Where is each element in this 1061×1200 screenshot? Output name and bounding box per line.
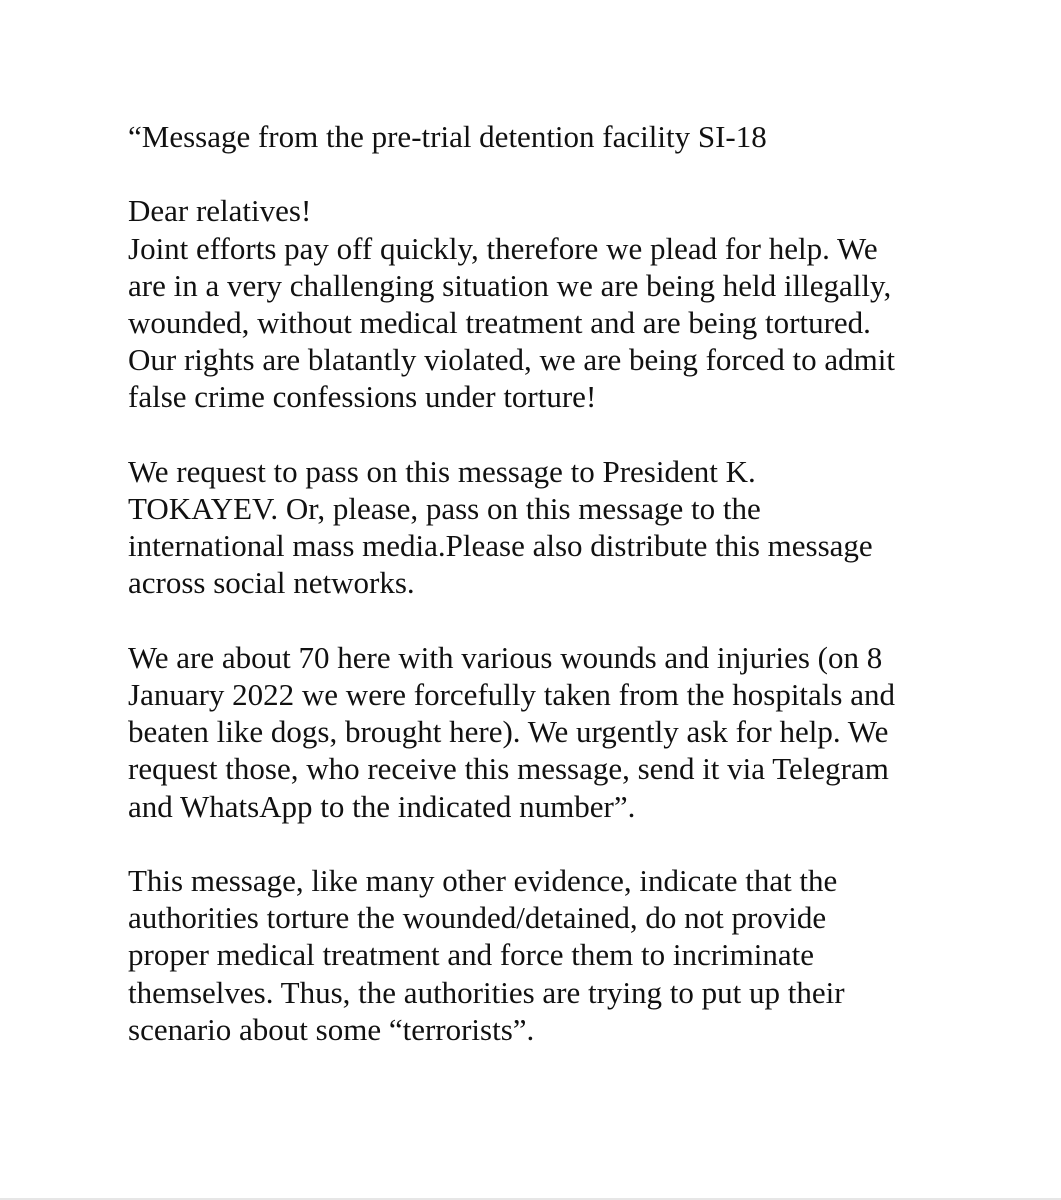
paragraph-line: are in a very challenging situation we are being held illegally, — [128, 267, 892, 303]
paragraph-line: and WhatsApp to the indicated number”. — [128, 788, 636, 824]
paragraph-4 — [128, 862, 988, 1048]
paragraph-line: across social networks. — [128, 565, 415, 601]
paragraph-gap — [128, 155, 988, 192]
paragraph-line: wounded, without medical treatment and are being tortured. — [128, 305, 871, 340]
paragraph-line: international mass media.Please also distribute this message — [128, 528, 873, 564]
paragraph-3 — [128, 639, 988, 825]
document-text — [128, 118, 988, 1048]
paragraph-line: scenario about some “terrorists”. — [128, 1011, 535, 1047]
paragraph-line: TOKAYEV. Or, please, pass on this message to the — [128, 491, 761, 526]
paragraph-line: Our rights are blatantly violated, we are being forced to admit — [128, 342, 895, 378]
paragraph-1 — [128, 192, 988, 415]
paragraph-line: themselves. Thus, the authorities are trying to put up their — [128, 974, 845, 1010]
paragraph-line: We request to pass on this message to President K. — [128, 453, 756, 489]
paragraph-line: false crime confessions under torture! — [128, 379, 597, 415]
paragraph-line: Joint efforts pay off quickly, therefore we plead for help. We — [128, 230, 878, 266]
paragraph-line: January 2022 we were forcefully taken from the hospitals and — [128, 677, 895, 712]
paragraph-2 — [128, 453, 988, 602]
paragraph-line: We are about 70 here with various wounds and injuries (on 8 — [128, 639, 883, 675]
paragraph-gap — [128, 825, 988, 862]
paragraph-line: request those, who receive this message, send it via Telegram — [128, 751, 889, 787]
header-line: “Message from the pre-trial detention facility SI-18 — [128, 119, 767, 154]
paragraph-gap — [128, 416, 988, 453]
paragraph-line: authorities torture the wounded/detained, do not provide — [128, 900, 827, 936]
paragraph-line: beaten like dogs, brought here). We urgently ask for help. We — [128, 714, 889, 750]
paragraph-line: Dear relatives! — [128, 193, 312, 229]
paragraph-gap — [128, 602, 988, 639]
paragraph-line: This message, like many other evidence, indicate that the — [128, 863, 838, 898]
paragraph-line: proper medical treatment and force them to incriminate — [128, 937, 815, 973]
